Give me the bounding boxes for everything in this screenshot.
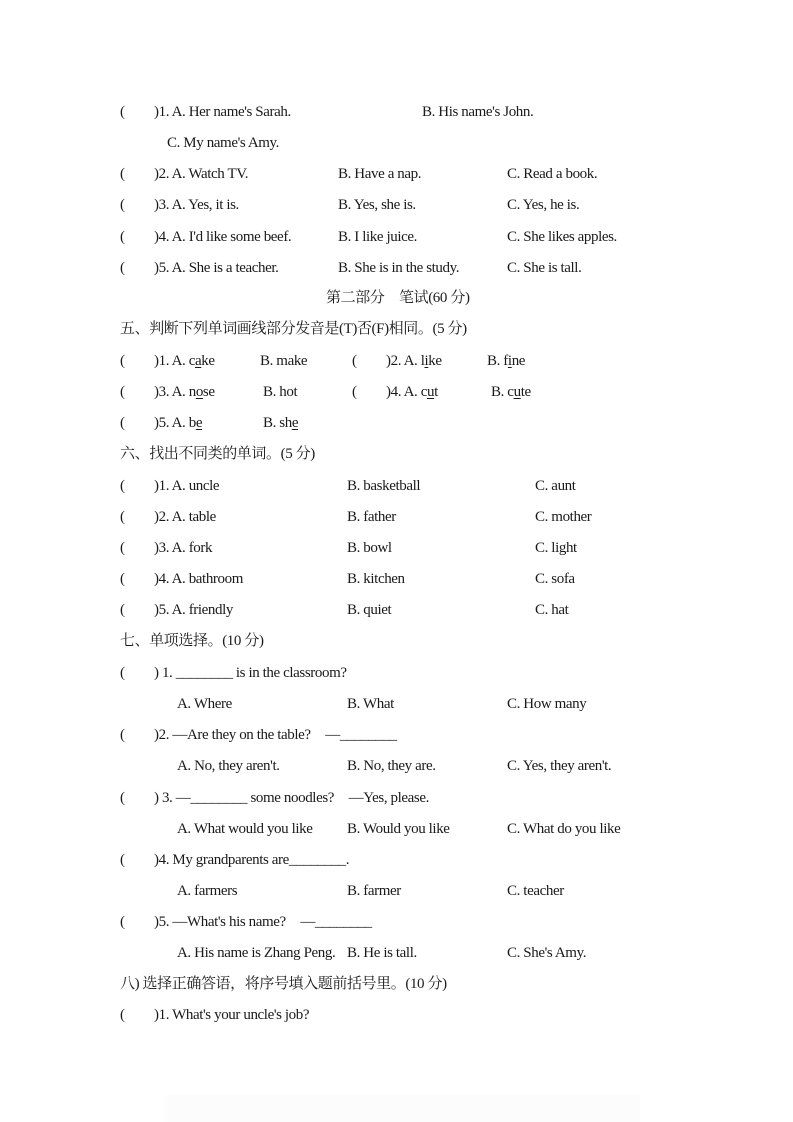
option-b: B. His name's John. [422, 104, 534, 120]
option-b: B. Would you like [347, 821, 450, 837]
footer-shade [165, 1095, 640, 1122]
s7-question-2 [0, 724, 793, 746]
option-a: )3. A. nose [154, 384, 215, 400]
option-a: A. His name is Zhang Peng. [177, 945, 336, 961]
s5-row-2 [0, 381, 793, 403]
section-title: 五、判断下列单词画线部分发音是(T)否(F)相同。(5 分) [120, 321, 467, 337]
s7-options-5 [0, 942, 793, 964]
option-b: B. make [260, 353, 308, 369]
option-b: B. What [347, 696, 394, 712]
option-b: B. Yes, she is. [338, 197, 416, 213]
s7-question-1 [0, 662, 793, 684]
option-a: A. What would you like [177, 821, 313, 837]
s6-item-3 [0, 537, 793, 559]
s4-item-1-c [0, 132, 793, 154]
option-a: )1. A. uncle [154, 478, 220, 494]
option-b: B. She is in the study. [338, 260, 460, 276]
option-c: C. How many [507, 696, 587, 712]
option-c: C. Yes, he is. [507, 197, 580, 213]
s7-heading [0, 630, 793, 652]
answer-paren[interactable]: ( [120, 353, 125, 369]
option-b: B. father [347, 509, 396, 525]
answer-paren[interactable]: ( [120, 602, 125, 618]
question-text: ) 3. —________ some noodles? —Yes, please. [154, 790, 429, 806]
s8-heading [0, 973, 793, 995]
question-text: )1. What's your uncle's job? [154, 1007, 310, 1023]
option-b: B. farmer [347, 883, 401, 899]
option-b: B. hot [263, 384, 298, 400]
s4-item-5 [0, 257, 793, 279]
option-a: )5. A. She is a teacher. [154, 260, 279, 276]
answer-paren[interactable]: ( [120, 509, 125, 525]
option-b: B. kitchen [347, 571, 405, 587]
part2-header [0, 287, 793, 309]
option-b: B. cute [491, 384, 531, 400]
answer-paren[interactable]: ( [120, 415, 125, 431]
s7-question-4 [0, 849, 793, 871]
option-b: B. I like juice. [338, 229, 417, 245]
option-c: C. mother [535, 509, 592, 525]
s5-row-3 [0, 412, 793, 434]
s4-item-4 [0, 226, 793, 248]
option-c: C. hat [535, 602, 569, 618]
option-a: )4. A. cut [386, 384, 438, 400]
answer-paren[interactable]: ( [120, 104, 125, 120]
s7-options-4 [0, 880, 793, 902]
option-a: A. Where [177, 696, 232, 712]
option-a: )5. A. friendly [154, 602, 233, 618]
section-title: 七、单项选择。(10 分) [120, 633, 264, 649]
s7-options-3 [0, 818, 793, 840]
option-c: C. sofa [535, 571, 575, 587]
answer-paren[interactable]: ( [352, 384, 357, 400]
answer-paren[interactable]: ( [120, 478, 125, 494]
option-c: C. aunt [535, 478, 576, 494]
option-c: C. light [535, 540, 577, 556]
s4-item-2 [0, 163, 793, 185]
answer-paren[interactable]: ( [120, 914, 125, 930]
option-b: B. fine [487, 353, 526, 369]
s7-options-1 [0, 693, 793, 715]
part2-title: 第二部分 笔试(60 分) [326, 290, 470, 306]
option-b: B. Have a nap. [338, 166, 422, 182]
option-a: )2. A. Watch TV. [154, 166, 249, 182]
option-a: )3. A. fork [154, 540, 213, 556]
option-c: C. My name's Amy. [167, 135, 280, 151]
option-c: C. teacher [507, 883, 564, 899]
option-b: B. He is tall. [347, 945, 417, 961]
option-a: )2. A. like [386, 353, 442, 369]
option-c: C. She is tall. [507, 260, 582, 276]
answer-paren[interactable]: ( [120, 197, 125, 213]
option-c: C. She likes apples. [507, 229, 617, 245]
option-a: )3. A. Yes, it is. [154, 197, 239, 213]
s6-item-2 [0, 506, 793, 528]
s5-row-1 [0, 350, 793, 372]
s7-question-3 [0, 787, 793, 809]
option-a: )2. A. table [154, 509, 216, 525]
option-c: C. Read a book. [507, 166, 598, 182]
s4-item-1 [0, 101, 793, 123]
section-title: 六、找出不同类的单词。(5 分) [120, 446, 315, 462]
option-c: C. What do you like [507, 821, 621, 837]
answer-paren[interactable]: ( [120, 229, 125, 245]
s6-item-5 [0, 599, 793, 621]
s6-heading [0, 443, 793, 465]
option-a: )1. A. cake [154, 353, 215, 369]
option-c: C. Yes, they aren't. [507, 758, 612, 774]
answer-paren[interactable]: ( [120, 384, 125, 400]
s4-item-3 [0, 194, 793, 216]
option-a: A. No, they aren't. [177, 758, 280, 774]
option-c: C. She's Amy. [507, 945, 587, 961]
option-a: A. farmers [177, 883, 238, 899]
option-b: B. bowl [347, 540, 392, 556]
s8-question-1 [0, 1004, 793, 1026]
answer-paren[interactable]: ( [120, 790, 125, 806]
option-b: B. she [263, 415, 299, 431]
s7-question-5 [0, 911, 793, 933]
s6-item-1 [0, 475, 793, 497]
question-text: )4. My grandparents are________. [154, 852, 350, 868]
answer-paren[interactable]: ( [120, 1007, 125, 1023]
option-a: )1. A. Her name's Sarah. [154, 104, 291, 120]
option-a: )4. A. I'd like some beef. [154, 229, 292, 245]
s6-item-4 [0, 568, 793, 590]
s7-options-2 [0, 755, 793, 777]
answer-paren[interactable]: ( [120, 260, 125, 276]
answer-paren[interactable]: ( [352, 353, 357, 369]
section-title: 八) 选择正确答语，将序号填入题前括号里。(10 分) [120, 976, 447, 992]
question-text: )2. —Are they on the table? —________ [154, 727, 397, 743]
option-b: B. No, they are. [347, 758, 436, 774]
answer-paren[interactable]: ( [120, 540, 125, 556]
s5-heading [0, 318, 793, 340]
answer-paren[interactable]: ( [120, 166, 125, 182]
question-text: )5. —What's his name? —________ [154, 914, 372, 930]
answer-paren[interactable]: ( [120, 727, 125, 743]
option-a: )4. A. bathroom [154, 571, 243, 587]
option-b: B. basketball [347, 478, 421, 494]
answer-paren[interactable]: ( [120, 852, 125, 868]
option-a: )5. A. be [154, 415, 203, 431]
question-text: ) 1. ________ is in the classroom? [154, 665, 347, 681]
answer-paren[interactable]: ( [120, 571, 125, 587]
answer-paren[interactable]: ( [120, 665, 125, 681]
option-b: B. quiet [347, 602, 392, 618]
